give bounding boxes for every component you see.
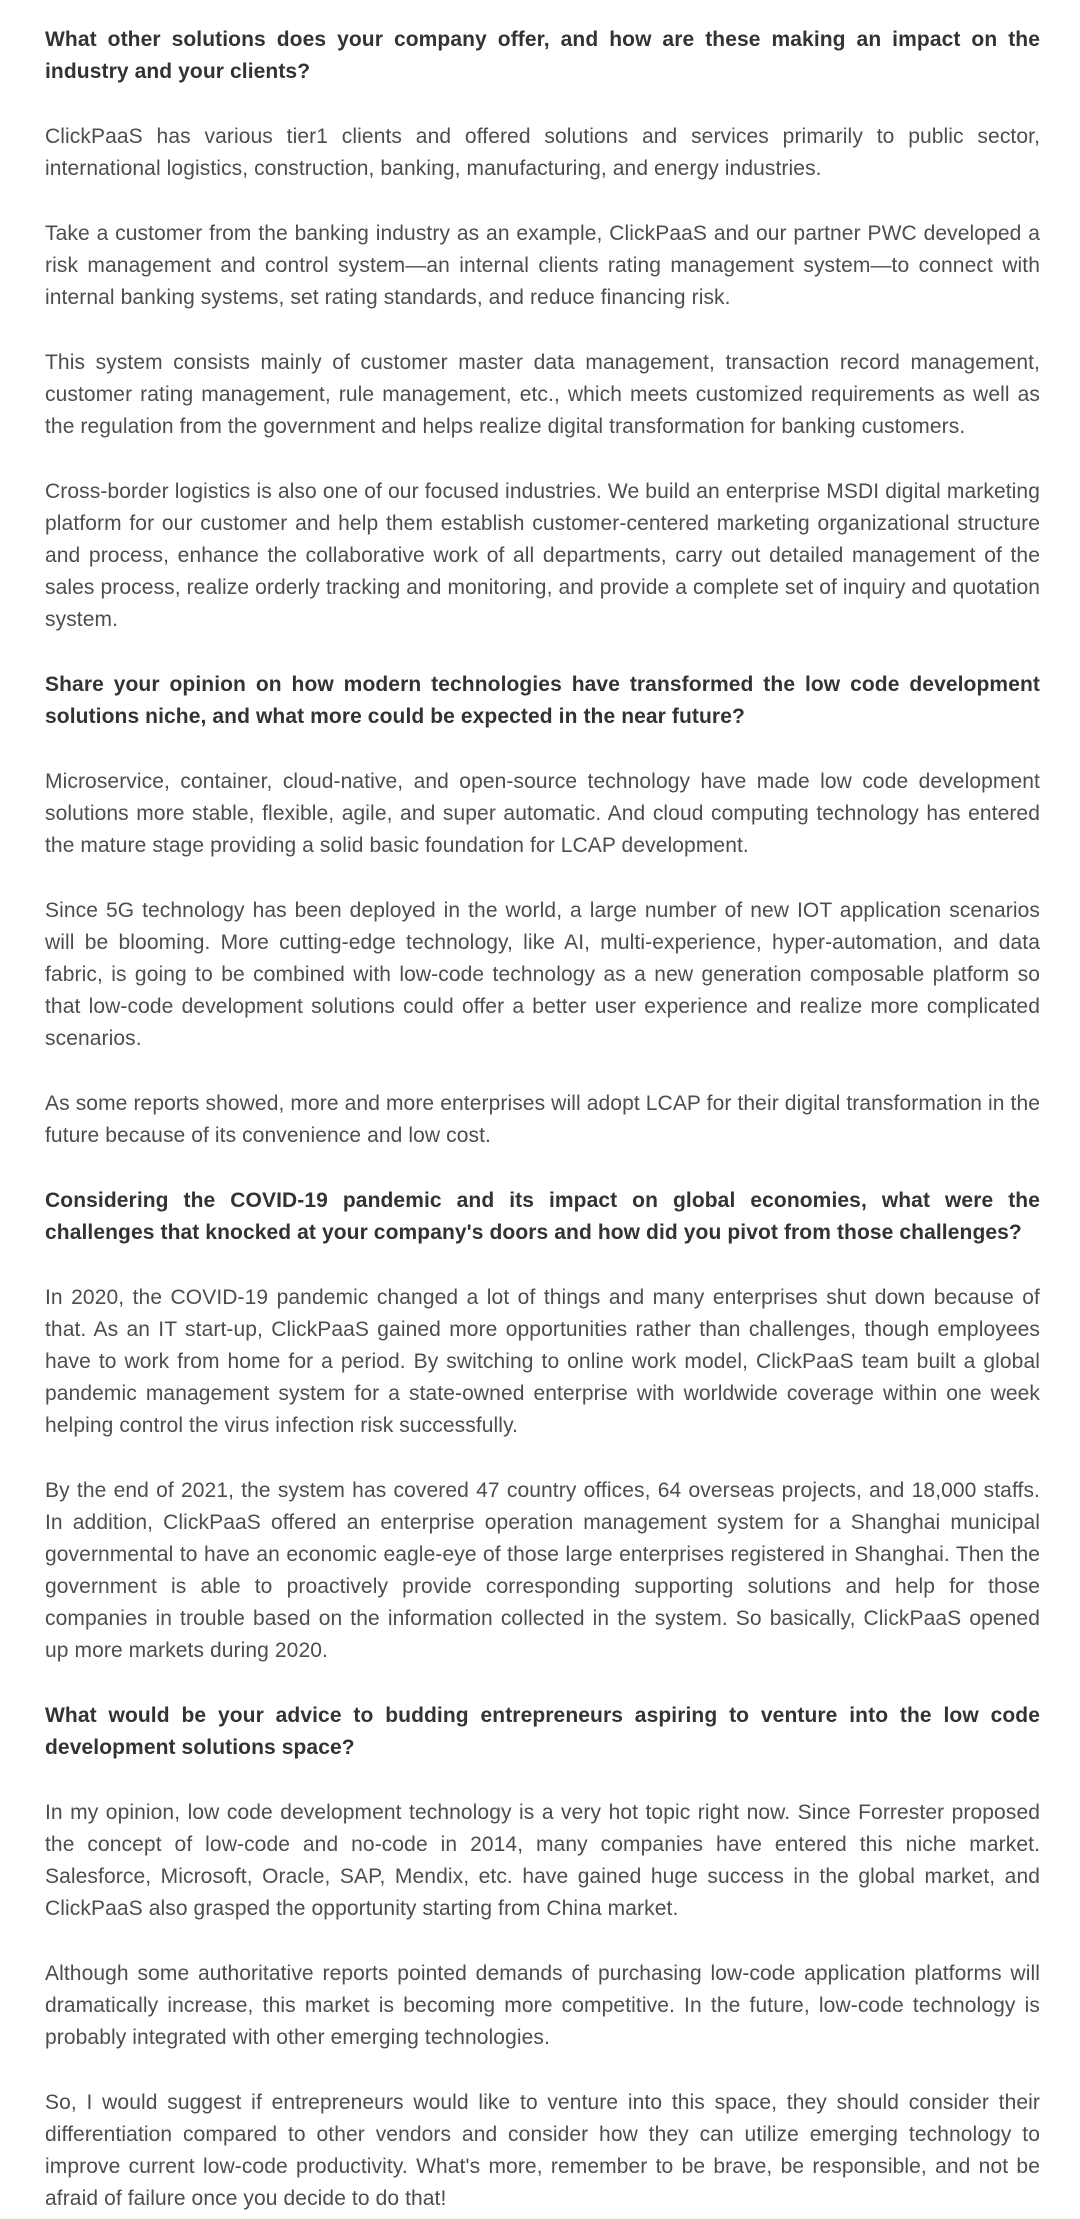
answer-paragraph: As some reports showed, more and more enterprises will adopt LCAP for their digital transformation in the future because of its convenience and low cost. [45,1092,1040,1147]
question-heading: What other solutions does your company offer, and how are these making an impact on the industry and your clients? [45,28,1040,83]
answer-paragraph: Although some authoritative reports pointed demands of purchasing low-code application platforms will dramatically increase, this market is becoming more competitive. In the future, low-code technology is probably integrated with other emerging technologies. [45,1962,1040,2049]
answer-paragraph: Since 5G technology has been deployed in the world, a large number of new IOT application scenarios will be blooming. More cutting-edge technology, like AI, multi-experience, hyper-automation, and data fabric, is going to be combined with low-code technology as a new generation composable platform so that low-code development solutions could offer a better user experience and realize more complicated scenarios. [45,899,1040,1050]
answer-paragraph: Take a customer from the banking industry as an example, ClickPaaS and our partner PWC developed a risk management and control system—an internal clients rating management system—to connect with internal banking systems, set rating standards, and reduce financing risk. [45,222,1040,309]
answer-paragraph: In my opinion, low code development technology is a very hot topic right now. Since Forrester proposed the concept of low-code and no-code in 2014, many companies have entered this niche market. Salesforce, Microsoft, Oracle, SAP, Mendix, etc. have gained huge success in the global market, and ClickPaaS also grasped the opportunity starting from China market. [45,1801,1040,1920]
question-heading: Considering the COVID-19 pandemic and its impact on global economies, what were the challenges that knocked at your company's doors and how did you pivot from those challenges? [45,1189,1040,1244]
answer-paragraph: By the end of 2021, the system has covered 47 country offices, 64 overseas projects, and 18,000 staffs. In addition, ClickPaaS offered an enterprise operation management system for a Shanghai municipal governmental to have an economic eagle-eye of those large enterprises registered in Shanghai. Then the government is able to proactively provide corresponding supporting solutions and help for those companies in trouble based on the information collected in the system. So basically, ClickPaaS opened up more markets during 2020. [45,1479,1040,1662]
answer-paragraph: In 2020, the COVID-19 pandemic changed a lot of things and many enterprises shut down because of that. As an IT start-up, ClickPaaS gained more opportunities rather than challenges, though employees have to work from home for a period. By switching to online work model, ClickPaaS team built a global pandemic management system for a state-owned enterprise with worldwide coverage within one week helping control the virus infection risk successfully. [45,1286,1040,1437]
answer-paragraph: This system consists mainly of customer master data management, transaction record management, customer rating management, rule management, etc., which meets customized requirements as well as the regulation from the government and helps realize digital transformation for banking customers. [45,351,1040,438]
answer-paragraph: ClickPaaS has various tier1 clients and offered solutions and services primarily to public sector, international logistics, construction, banking, manufacturing, and energy industries. [45,125,1040,180]
answer-paragraph: Cross-border logistics is also one of our focused industries. We build an enterprise MSDI digital marketing platform for our customer and help them establish customer-centered marketing organizational structure and process, enhance the collaborative work of all departments, carry out detailed management of the sales process, realize orderly tracking and monitoring, and provide a complete set of inquiry and quotation system. [45,480,1040,631]
question-heading: What would be your advice to budding entrepreneurs aspiring to venture into the low code development solutions space? [45,1704,1040,1759]
question-heading: Share your opinion on how modern technologies have transformed the low code development solutions niche, and what more could be expected in the near future? [45,673,1040,728]
answer-paragraph: Microservice, container, cloud-native, and open-source technology have made low code development solutions more stable, flexible, agile, and super automatic. And cloud computing technology has entered the mature stage providing a solid basic foundation for LCAP development. [45,770,1040,857]
answer-paragraph: So, I would suggest if entrepreneurs would like to venture into this space, they should consider their differentiation compared to other vendors and consider how they can utilize emerging technology to improve current low-code productivity. What's more, remember to be brave, be responsible, and not be afraid of failure once you decide to do that! [45,2091,1040,2210]
